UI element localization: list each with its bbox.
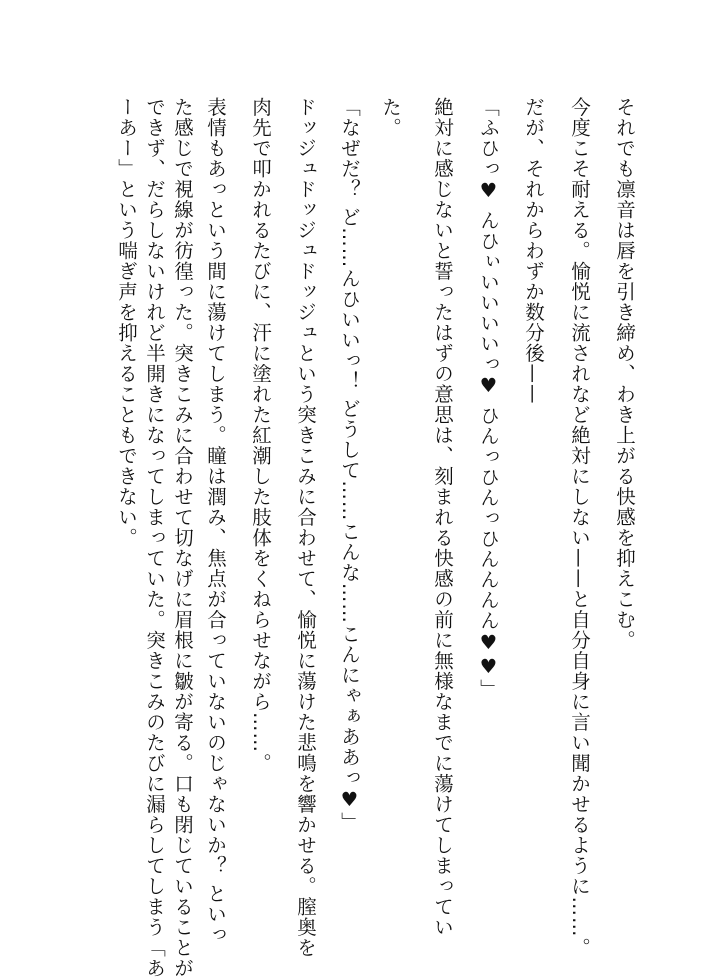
text-line-12: できず、だらしないけれど半開きになってしまっていた。突きこみのたびに漏らしてしまう「あ [143,97,166,979]
text-line-7: 「なぜだ？ ど……んひいいっ！ どうして……こんな……こんにゃぁああっ♥」 [338,97,361,833]
text-line-4: 「ふひっ♥ んひぃいいいいっ♥ ひんっひんっひんんんん♥♥」 [477,97,500,700]
text-line-11: た感じで視線が彷徨った。突きこみに合わせて切なげに眉根に皺が寄る。口も閉じていることが [171,97,194,979]
text-line-2: 今度こそ耐える。愉悦に流されなど絶対にしない——と自分自身に言い聞かせるように……。 [568,97,591,958]
text-line-9: 肉先で叩かれるたびに、汗に塗れた紅潮した肢体をくねらせながら……。 [249,97,272,774]
text-line-3: だが、それからわずか数分後—— [522,97,545,405]
text-line-8: ドッジュドッジュドッジュという突きこみに合わせて、愉悦に蕩けた悲鳴を響かせる。膣奥を [294,97,317,958]
text-line-5: 絶対に感じないと誓ったはずの意思は、刻まれる快感の前に無様なまでに蕩けてしまってい [431,97,454,938]
text-line-6: た。 [379,97,402,138]
text-line-1: それでも凛音は唇を引き締め、わき上がる快感を抑えこむ。 [613,97,636,651]
text-line-10: 表情もあっという間に蕩けてしまう。瞳は潤み、焦点が合っていないのじゃないか？ といっ [204,97,227,945]
text-line-13: ーあー」という喘ぎ声を抑えることもできない。 [115,97,138,548]
